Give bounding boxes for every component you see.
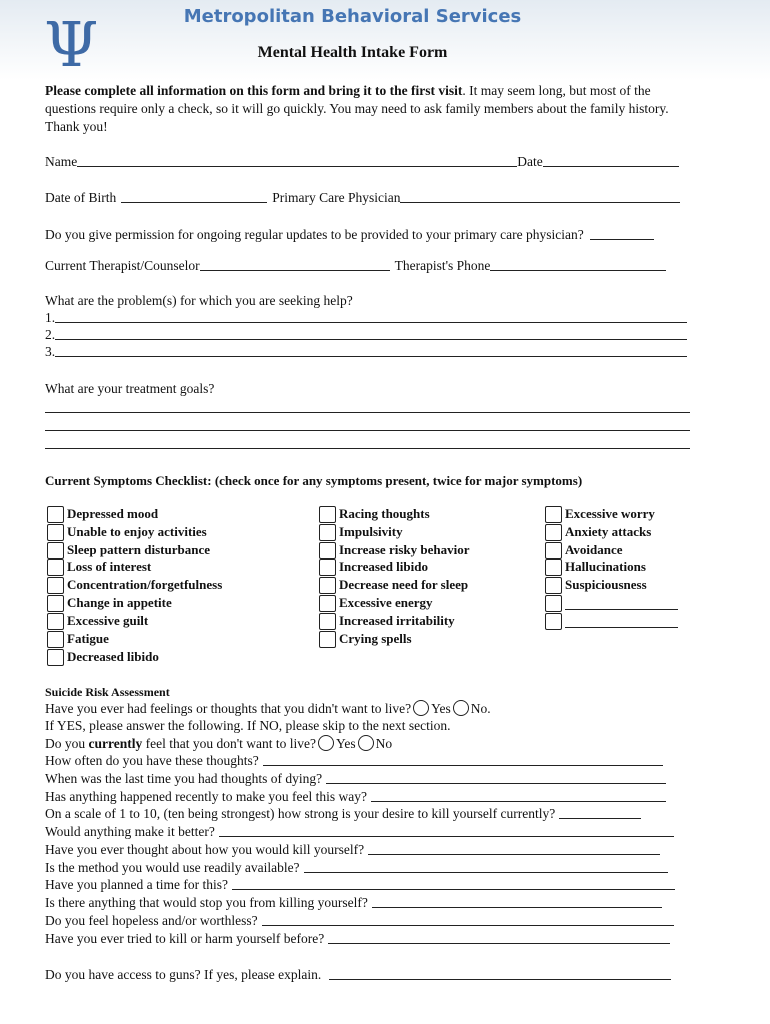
checkbox[interactable]	[319, 613, 336, 630]
symptom-item[interactable]	[319, 505, 430, 523]
form-title: Mental Health Intake Form	[257, 44, 448, 61]
symptom-item[interactable]	[47, 505, 158, 523]
name-row	[45, 154, 679, 170]
problem-row	[45, 310, 687, 326]
suicide-question	[45, 860, 668, 876]
suicide-q1	[45, 700, 491, 718]
symptom-item[interactable]	[47, 523, 207, 541]
symptom-label: Loss of interest	[67, 559, 152, 574]
symptom-item[interactable]	[47, 612, 148, 630]
answer-input[interactable]	[326, 771, 666, 784]
guns-input[interactable]	[329, 967, 671, 980]
answer-input[interactable]	[372, 895, 662, 908]
therapist-label: Current Therapist/Counselor	[45, 258, 200, 273]
symptom-label: Excessive guilt	[67, 613, 149, 628]
symptom-label: Depressed mood	[67, 506, 159, 521]
symptom-label: Crying spells	[339, 631, 412, 646]
no-label: No	[375, 736, 393, 751]
answer-input[interactable]	[219, 824, 674, 837]
checkbox[interactable]	[319, 595, 336, 612]
checkbox[interactable]	[319, 631, 336, 648]
symptom-item[interactable]	[319, 630, 412, 648]
suicide-question	[45, 913, 674, 929]
symptom-item[interactable]	[47, 541, 210, 559]
answer-input[interactable]	[304, 860, 668, 873]
therapist-phone-input[interactable]	[490, 258, 666, 271]
checkbox[interactable]	[545, 577, 562, 594]
therapist-input[interactable]	[200, 258, 390, 271]
symptom-item[interactable]	[319, 576, 468, 594]
checkbox[interactable]	[47, 577, 64, 594]
question-label: On a scale of 1 to 10, (ten being strongest) how strong is your desire to kill yourself currently?	[45, 806, 556, 821]
answer-input[interactable]	[559, 806, 641, 819]
question-label: Has anything happened recently to make you feel this way?	[45, 789, 368, 804]
problem-number: 3.	[45, 344, 56, 359]
suicide-question	[45, 753, 663, 769]
suicide-question	[45, 877, 675, 893]
answer-input[interactable]	[371, 789, 666, 802]
symptom-item[interactable]	[319, 541, 469, 559]
problem-number: 1.	[45, 310, 56, 325]
intro-bold: Please complete all information on this form and bring it to the first visit	[45, 83, 463, 98]
suicide-heading: Suicide Risk Assessment	[45, 685, 170, 699]
question-label: Have you ever tried to kill or harm yourself before?	[45, 931, 325, 946]
answer-input[interactable]	[328, 931, 670, 944]
guns-label: Do you have access to guns? If yes, please explain.	[45, 967, 322, 982]
checkbox[interactable]	[47, 613, 64, 630]
checkbox[interactable]	[47, 595, 64, 612]
question-label: Is there anything that would stop you from killing yourself?	[45, 895, 368, 910]
symptom-item[interactable]	[47, 558, 151, 576]
symptom-label: Avoidance	[565, 542, 623, 557]
symptom-label: Suspiciousness	[565, 577, 647, 592]
intro-paragraph	[45, 82, 695, 136]
symptom-label: Increased irritability	[339, 613, 455, 628]
checkbox[interactable]	[47, 559, 64, 576]
other-symptom-input[interactable]	[565, 615, 678, 628]
permission-input[interactable]	[590, 227, 654, 240]
goals-input-line[interactable]	[45, 430, 690, 431]
checkbox[interactable]	[545, 595, 562, 612]
symptom-label: Anxiety attacks	[565, 524, 652, 539]
symptom-label: Change in appetite	[67, 595, 172, 610]
no-label: No.	[470, 701, 491, 716]
problem-number: 2.	[45, 327, 56, 342]
suicide-question	[45, 931, 670, 947]
symptom-item[interactable]	[47, 594, 172, 612]
problem-input[interactable]	[55, 344, 687, 357]
question-label: Have you planned a time for this?	[45, 877, 228, 892]
date-input[interactable]	[543, 154, 679, 167]
psi-logo-icon: Ψ	[44, 8, 99, 81]
symptom-label: Increased libido	[339, 559, 428, 574]
suicide-q1-text: Have you ever had feelings or thoughts that you didn't want to live?	[45, 701, 412, 716]
checkbox[interactable]	[319, 524, 336, 541]
suicide-instruction: If YES, please answer the following. If NO, please skip to the next section.	[45, 718, 451, 733]
yes-radio[interactable]	[413, 700, 429, 716]
answer-input[interactable]	[263, 753, 663, 766]
pcp-input[interactable]	[400, 190, 680, 203]
suicide-question	[45, 771, 666, 787]
symptom-item[interactable]	[545, 505, 655, 523]
symptom-item[interactable]	[545, 541, 623, 559]
problems-label: What are the problem(s) for which you are seeking help?	[45, 293, 353, 308]
q2-post: feel that you don't want to live?	[142, 736, 317, 751]
question-label: Is the method you would use readily available?	[45, 860, 300, 875]
symptom-item-other[interactable]	[545, 594, 678, 612]
no-radio[interactable]	[358, 735, 374, 751]
symptom-label: Increase risky behavior	[339, 542, 470, 557]
checkbox[interactable]	[47, 649, 64, 666]
question-label: Do you feel hopeless and/or worthless?	[45, 913, 258, 928]
therapist-row	[45, 258, 666, 274]
checkbox[interactable]	[47, 506, 64, 523]
checkbox[interactable]	[545, 506, 562, 523]
checkbox[interactable]	[47, 631, 64, 648]
symptom-label: Unable to enjoy activities	[67, 524, 207, 539]
symptom-label: Excessive energy	[339, 595, 433, 610]
goals-input-line[interactable]	[45, 448, 690, 449]
checkbox[interactable]	[319, 542, 336, 559]
no-radio[interactable]	[453, 700, 469, 716]
therapist-phone-label: Therapist's Phone	[394, 258, 491, 273]
checkbox[interactable]	[545, 613, 562, 630]
q2-bold: currently	[88, 736, 143, 751]
symptom-label: Decrease need for sleep	[339, 577, 469, 592]
intro-rest: . It may seem long, but most of the questions require only a check, so it will go quickly. You may need to ask family members about the family history. Thank you!	[45, 83, 669, 134]
checkbox[interactable]	[47, 542, 64, 559]
symptom-label: Fatigue	[67, 631, 109, 646]
symptom-item[interactable]	[545, 576, 647, 594]
permission-row	[45, 227, 654, 243]
goals-input-line[interactable]	[45, 412, 690, 413]
goals-label: What are your treatment goals?	[45, 381, 215, 396]
problem-input[interactable]	[55, 310, 687, 323]
symptom-label: Sleep pattern disturbance	[67, 542, 210, 557]
question-label: Would anything make it better?	[45, 824, 215, 839]
checkbox[interactable]	[319, 506, 336, 523]
symptom-item[interactable]	[47, 576, 222, 594]
problem-row	[45, 327, 687, 343]
symptom-label: Impulsivity	[339, 524, 403, 539]
pcp-label: Primary Care Physician	[272, 190, 401, 205]
yes-label: Yes	[431, 701, 451, 716]
symptom-label: Hallucinations	[565, 559, 646, 574]
suicide-question	[45, 824, 674, 840]
symptom-label: Decreased libido	[67, 649, 159, 664]
dob-row	[45, 190, 680, 206]
question-label: How often do you have these thoughts?	[45, 753, 259, 768]
date-label: Date	[517, 154, 543, 169]
suicide-q2	[45, 735, 392, 753]
answer-input[interactable]	[232, 877, 675, 890]
answer-input[interactable]	[368, 842, 660, 855]
question-label: When was the last time you had thoughts of dying?	[45, 771, 323, 786]
name-label: Name	[45, 154, 78, 169]
checkbox[interactable]	[319, 559, 336, 576]
suicide-question	[45, 842, 660, 858]
symptom-label: Concentration/forgetfulness	[67, 577, 223, 592]
symptom-item[interactable]	[319, 558, 428, 576]
dob-input[interactable]	[121, 190, 267, 203]
permission-label: Do you give permission for ongoing regular updates to be provided to your primary care physician?	[45, 227, 584, 242]
symptom-item[interactable]	[319, 523, 403, 541]
symptom-label: Racing thoughts	[339, 506, 430, 521]
symptom-item[interactable]	[319, 612, 455, 630]
symptom-item[interactable]	[47, 648, 159, 666]
org-name: Metropolitan Behavioral Services	[183, 6, 522, 27]
symptom-item[interactable]	[545, 558, 646, 576]
suicide-question	[45, 806, 641, 822]
dob-label: Date of Birth	[45, 190, 117, 205]
name-input[interactable]	[77, 154, 517, 167]
checkbox[interactable]	[47, 524, 64, 541]
checkbox[interactable]	[319, 577, 336, 594]
symptoms-heading: Current Symptoms Checklist: (check once for any symptoms present, twice for major symptoms)	[45, 473, 583, 488]
symptom-item[interactable]	[545, 523, 651, 541]
other-symptom-input[interactable]	[565, 597, 678, 610]
question-label: Have you ever thought about how you would kill yourself?	[45, 842, 365, 857]
q2-pre: Do you	[45, 736, 89, 751]
symptom-item-other[interactable]	[545, 612, 678, 630]
yes-radio[interactable]	[318, 735, 334, 751]
yes-label: Yes	[336, 736, 356, 751]
problem-input[interactable]	[55, 327, 687, 340]
checkbox[interactable]	[545, 542, 562, 559]
problem-row	[45, 344, 687, 360]
symptom-label: Excessive worry	[565, 506, 655, 521]
suicide-question	[45, 895, 662, 911]
suicide-question	[45, 789, 666, 805]
symptom-item[interactable]	[319, 594, 433, 612]
checkbox[interactable]	[545, 524, 562, 541]
symptom-item[interactable]	[47, 630, 109, 648]
checkbox[interactable]	[545, 559, 562, 576]
guns-question	[45, 967, 671, 983]
answer-input[interactable]	[262, 913, 674, 926]
